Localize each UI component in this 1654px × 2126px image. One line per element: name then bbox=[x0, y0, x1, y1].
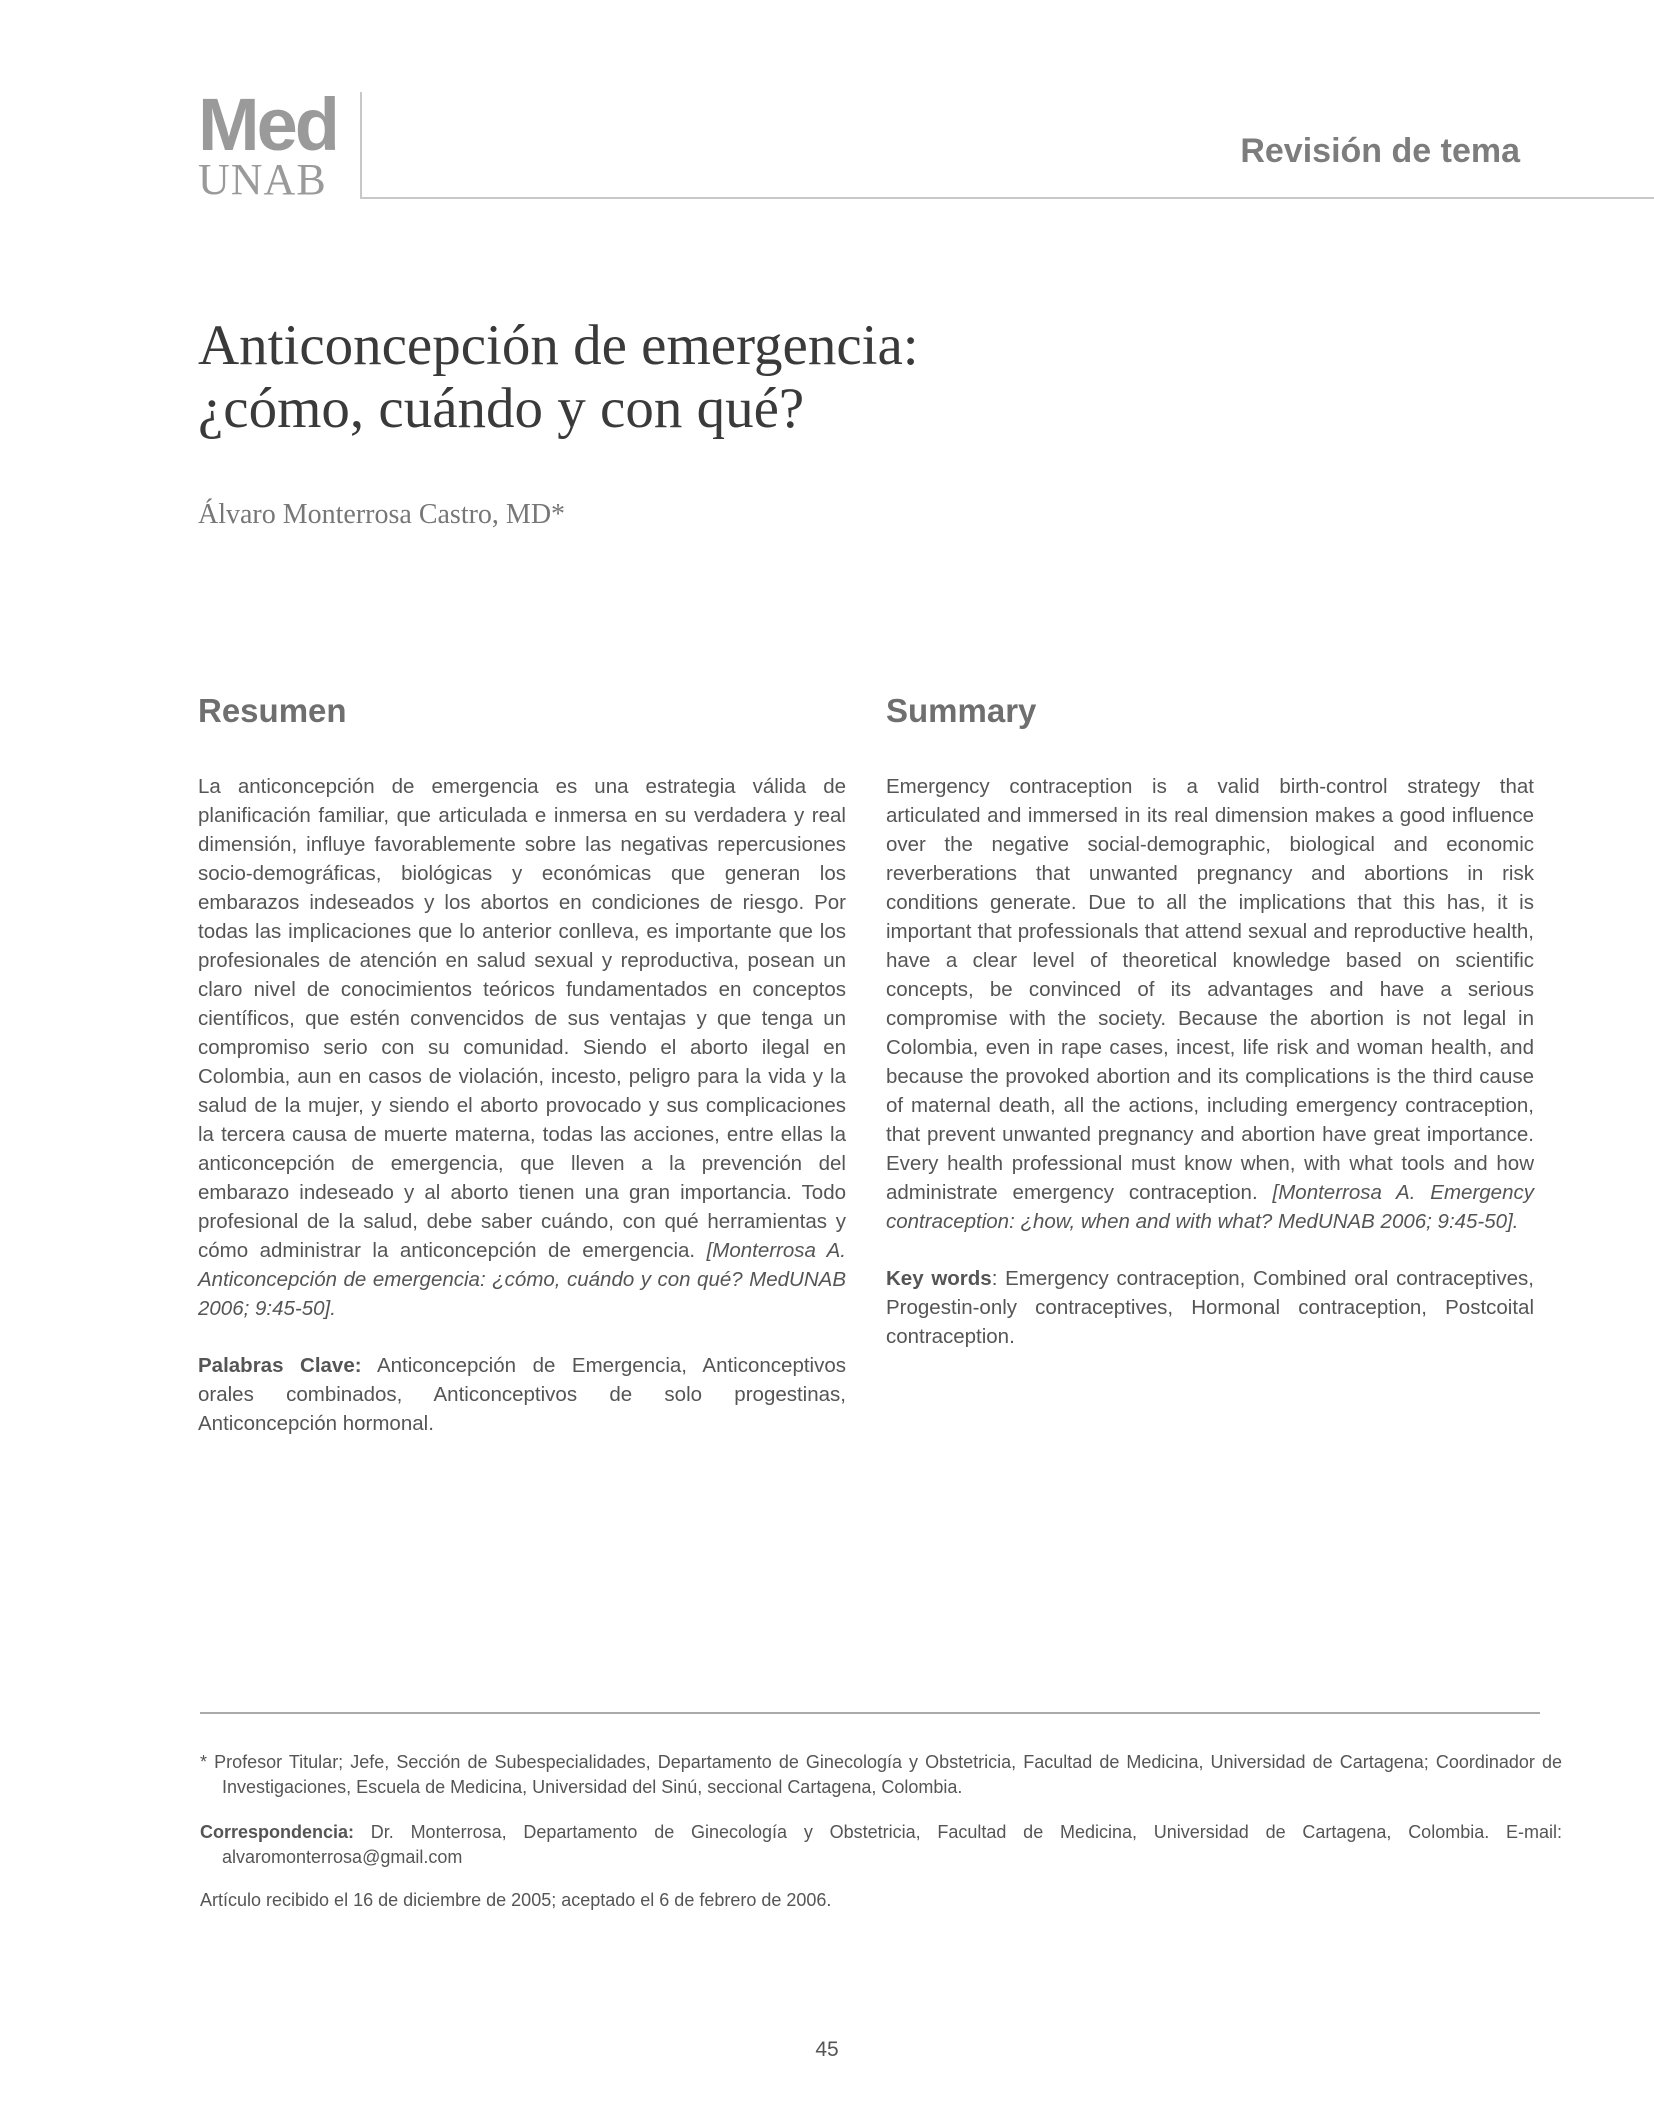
page-number: 45 bbox=[815, 2038, 839, 2061]
correspondence-label: Correspondencia: bbox=[200, 1822, 355, 1842]
summary-citation: [Monterrosa A. Emergency contraception: ¿how, when and with what? MedUNAB 2006; 9:45-50]. bbox=[886, 1181, 1534, 1233]
title-line-1: Anticoncepción de emergencia: bbox=[198, 314, 919, 377]
footnote-received: Artículo recibido el 16 de diciembre de 2005; aceptado el 6 de febrero de 2006. bbox=[200, 1890, 832, 1910]
logo-unab-text: UNAB bbox=[198, 155, 327, 204]
footnote-rule bbox=[200, 1712, 1540, 1714]
resumen-heading: Resumen bbox=[198, 692, 347, 729]
title-line-2: ¿cómo, cuándo y con qué? bbox=[198, 377, 805, 440]
summary-keywords-text: : Emergency contraception, Combined oral contraceptives, Progestin-only contraceptives, Hormonal contraception, Postcoital contraception. bbox=[886, 1267, 1534, 1348]
resumen-body bbox=[198, 772, 846, 1323]
article-title bbox=[198, 314, 1398, 440]
summary-heading: Summary bbox=[886, 692, 1037, 729]
resumen-keywords-text: Anticoncepción de Emergencia, Anticonceptivos orales combinados, Anticonceptivos de solo progestinas, Anticoncepción hormonal. bbox=[198, 1354, 846, 1435]
footnote-correspondence bbox=[200, 1820, 1562, 1870]
logo-med-text: Med bbox=[198, 83, 337, 166]
resumen-keywords bbox=[198, 1351, 846, 1438]
summary-body bbox=[886, 772, 1534, 1236]
correspondence-text: Dr. Monterrosa, Departamento de Ginecología y Obstetricia, Facultad de Medicina, Universidad de Cartagena, Colombia. E-mail: alvaromonterrosa@gmail.com bbox=[222, 1822, 1562, 1867]
resumen-column bbox=[198, 692, 846, 1438]
footnote-affiliation: * Profesor Titular; Jefe, Sección de Subespecialidades, Departamento de Ginecología y Obstetricia, Facultad de Medicina, Universidad de Cartagena; Coordinador de Investigaciones, Escuela de Medicina, Universidad del Sinú, seccional Cartagena, Colombia. bbox=[200, 1752, 1562, 1797]
header-horizontal-rule bbox=[360, 197, 1654, 199]
section-label: Revisión de tema bbox=[1240, 132, 1520, 170]
journal-logo bbox=[198, 83, 348, 204]
resumen-keywords-label: Palabras Clave: bbox=[198, 1354, 362, 1377]
resumen-citation: [Monterrosa A. Anticoncepción de emergencia: ¿cómo, cuándo y con qué? MedUNAB 2006; 9:45-50]. bbox=[198, 1239, 846, 1320]
summary-column bbox=[886, 692, 1534, 1351]
summary-keywords-label: Key words bbox=[886, 1267, 992, 1290]
author-line: Álvaro Monterrosa Castro, MD* bbox=[198, 499, 566, 530]
summary-text: Emergency contraception is a valid birth-control strategy that articulated and immersed in its real dimension makes a good influence over the negative social-demographic, biological and economic reverberations that unwanted pregnancy and abortions in risk conditions generate. Due to all the implications that this has, it is important that professionals that attend sexual and reproductive health, have a clear level of theoretical knowledge based on scientific concepts, be convinced of its advantages and have a serious compromise with the society. Because the abortion is not legal in Colombia, even in rape cases, incest, life risk and woman health, and because the provoked abortion and its complications is the third cause of maternal death, all the actions, including emergency contraception, that prevent unwanted pregnancy and abortion have great importance. Every health professional must know when, with what tools and how administrate emergency contraception. bbox=[886, 775, 1534, 1204]
summary-keywords bbox=[886, 1264, 1534, 1351]
header-vertical-rule bbox=[360, 92, 362, 198]
resumen-text: La anticoncepción de emergencia es una estrategia válida de planificación familiar, que articulada e inmersa en su verdadera y real dimensión, influye favorablemente sobre las negativas repercusiones socio-demográficas, biológicas y económicas que generan los embarazos indeseados y los abortos en condiciones de riesgo. Por todas las implicaciones que lo anterior conlleva, es importante que los profesionales de atención en salud sexual y reproductiva, posean un claro nivel de conocimientos teóricos fundamentados en conceptos científicos, que estén convencidos de sus ventajas y que tenga un compromiso serio con su comunidad. Siendo el aborto ilegal en Colombia, aun en casos de violación, incesto, peligro para la vida y la salud de la mujer, y siendo el aborto provocado y sus complicaciones la tercera causa de muerte materna, todas las acciones, entre ellas la anticoncepción de emergencia, que lleven a la prevención del embarazo indeseado y al aborto tienen una gran importancia. Todo profesional de la salud, debe saber cuándo, con qué herramientas y cómo administrar la anticoncepción de emergencia. bbox=[198, 775, 846, 1262]
